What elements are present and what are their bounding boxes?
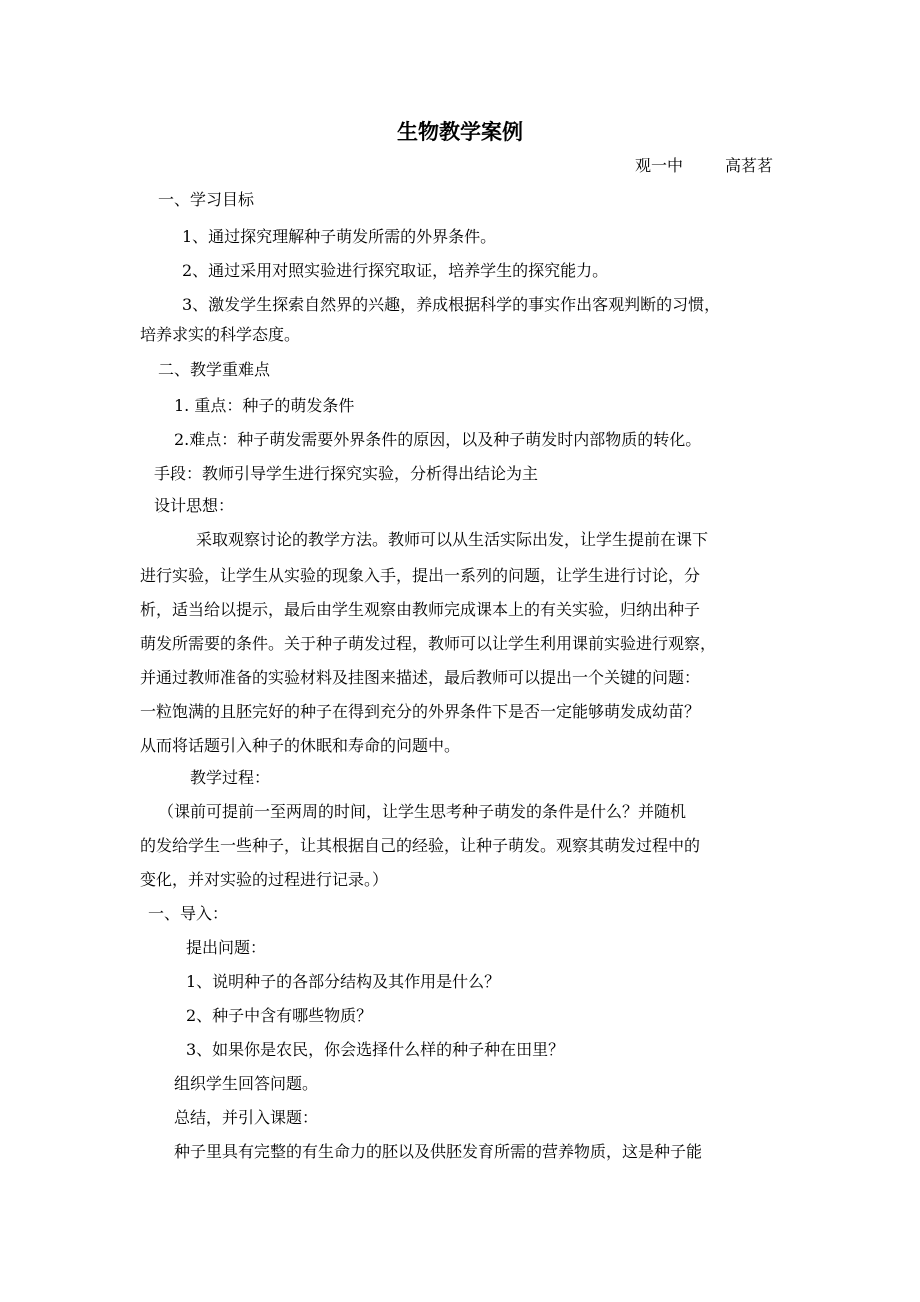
document-title: 生物教学案例 (397, 119, 523, 144)
paragraph-line: 从而将话题引入种子的休眠和寿命的问题中。 (140, 736, 461, 755)
difficult-point-item: 2.难点：种子萌发需要外界条件的原因，以及种子萌发时内部物质的转化。 (174, 430, 702, 449)
paragraph-line: 变化，并对实验的过程进行记录。） (140, 870, 389, 889)
objective-item-1: 1、通过探究理解种子萌发所需的外界条件。 (182, 227, 497, 246)
objective-item-3-continued: 培养求实的科学态度。 (140, 325, 301, 344)
paragraph-line: 的发给学生一些种子，让其根据自己的经验，让种子萌发。观察其萌发过程中的 (140, 836, 701, 855)
author-name: 高茗茗 (725, 156, 774, 175)
paragraph-line: （课前可提前一至两周的时间，让学生思考种子萌发的条件是什么？并随机 (158, 802, 687, 821)
paragraph-line: 种子里具有完整的有生命力的胚以及供胚发育所需的营养物质，这是种子能 (174, 1142, 703, 1161)
paragraph-line: 一粒饱满的且胚完好的种子在得到充分的外界条件下是否一定能够萌发成幼苗？ (140, 702, 701, 721)
section-heading-key-points: 二、教学重难点 (158, 360, 271, 379)
section-heading-introduction: 一、导入： (148, 904, 229, 923)
author-school: 观一中 (635, 156, 684, 175)
key-point-item: 1. 重点：种子的萌发条件 (174, 396, 355, 415)
paragraph-line: 进行实验，让学生从实验的现象入手，提出一系列的问题，让学生进行讨论，分 (140, 566, 701, 585)
question-item-2: 2、种子中含有哪些物质？ (186, 1006, 373, 1025)
paragraph-line: 总结，并引入课题： (174, 1108, 319, 1127)
design-idea-heading: 设计思想： (154, 496, 235, 515)
paragraph-line: 析，适当给以提示，最后由学生观察由教师完成课本上的有关实验，归纳出种子 (140, 600, 701, 619)
objective-item-3: 3、激发学生探索自然界的兴趣，养成根据科学的事实作出客观判断的习惯， (182, 295, 721, 314)
section-heading-objectives: 一、学习目标 (158, 190, 255, 209)
question-item-3: 3、如果你是农民，你会选择什么样的种子种在田里？ (186, 1040, 565, 1059)
paragraph-line: 萌发所需要的条件。关于种子萌发过程，教师可以让学生利用课前实验进行观察， (140, 634, 717, 653)
teaching-means: 手段：教师引导学生进行探究实验，分析得出结论为主 (154, 464, 539, 483)
paragraph-line: 组织学生回答问题。 (174, 1074, 319, 1093)
paragraph-line: 采取观察讨论的教学方法。教师可以从生活实际出发，让学生提前在课下 (196, 530, 709, 549)
teaching-process-heading: 教学过程： (190, 768, 271, 787)
question-item-1: 1、说明种子的各部分结构及其作用是什么？ (186, 972, 501, 991)
paragraph-line: 并通过教师准备的实验材料及挂图来描述，最后教师可以提出一个关键的问题： (140, 668, 701, 687)
question-heading: 提出问题： (186, 938, 267, 957)
objective-item-2: 2、通过采用对照实验进行探究取证，培养学生的探究能力。 (182, 261, 609, 280)
